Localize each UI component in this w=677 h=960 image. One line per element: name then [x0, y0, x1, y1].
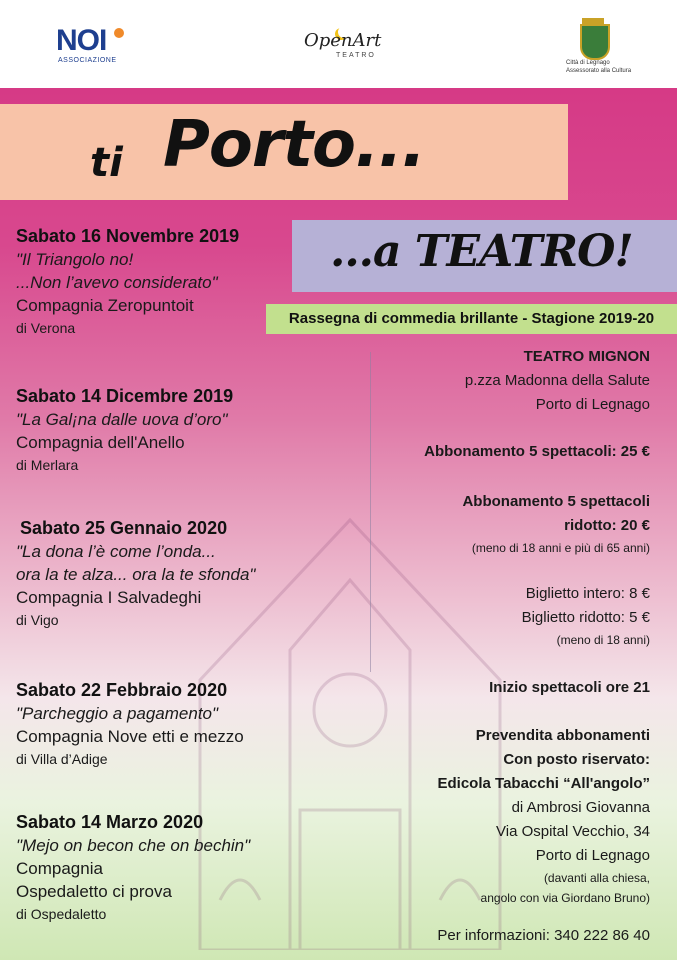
coat-of-arms-icon — [580, 24, 610, 60]
openart-logo: OpenArt TEATRO — [300, 26, 392, 66]
ticket-prices: Biglietto intero: 8 € Biglietto ridotto: 5 € (meno di 18 anni) — [521, 585, 650, 647]
show-5: Sabato 14 Marzo 2020 "Mejo on becon che on bechin" Compagnia Ospedaletto ci prova di Ospedaletto — [16, 812, 251, 922]
reduced-subscription: Abbonamento 5 spettacoli ridotto: 20 € (meno di 18 anni e più di 65 anni) — [462, 493, 650, 555]
season-banner: Rassegna di commedia brillante - Stagione 2019-20 — [266, 304, 677, 334]
subscription-price: Abbonamento 5 spettacoli: 25 € — [424, 443, 650, 460]
logo-dot-icon — [114, 28, 124, 38]
venue-block: TEATRO MIGNON p.zza Madonna della Salute Porto di Legnago — [464, 348, 650, 413]
column-divider — [370, 352, 371, 672]
show-3: Sabato 25 Gennaio 2020 "La dona l’è come l’onda... ora la te alza... ora la te sfonda" Compagnia I Salvadeghi di Vigo — [16, 518, 256, 628]
start-time: Inizio spettacoli ore 21 — [489, 679, 650, 696]
title-porto: Porto... — [163, 108, 425, 182]
show-1: Sabato 16 Novembre 2019 "Il Triangolo no! ...Non l’avevo considerato" Compagnia Zeropuntoit di Verona — [16, 226, 240, 336]
presale-block: Prevendita abbonamenti Con posto riservato: Edicola Tabacchi “All'angolo” di Ambrosi Giovanna Via Ospital Vecchio, 34 Porto di Legnago (davanti alla chiesa, angolo con via Giordano Bruno) — [437, 727, 650, 905]
info-phone: Per informazioni: 340 222 86 40 — [437, 927, 650, 944]
comune-logo: Città di Legnago Assessorato alla Cultura — [566, 18, 666, 82]
title-ti: ti — [90, 140, 123, 186]
title-teatro: ...a TEATRO! — [330, 226, 633, 277]
show-4: Sabato 22 Febbraio 2020 "Parcheggio a pagamento" Compagnia Nove etti e mezzo di Villa d’Adige — [16, 680, 244, 767]
noi-logo: NOI ASSOCIAZIONE — [56, 24, 132, 66]
show-2: Sabato 14 Dicembre 2019 "La Gal¡na dalle uova d’oro" Compagnia dell'Anello di Merlara — [16, 386, 234, 473]
